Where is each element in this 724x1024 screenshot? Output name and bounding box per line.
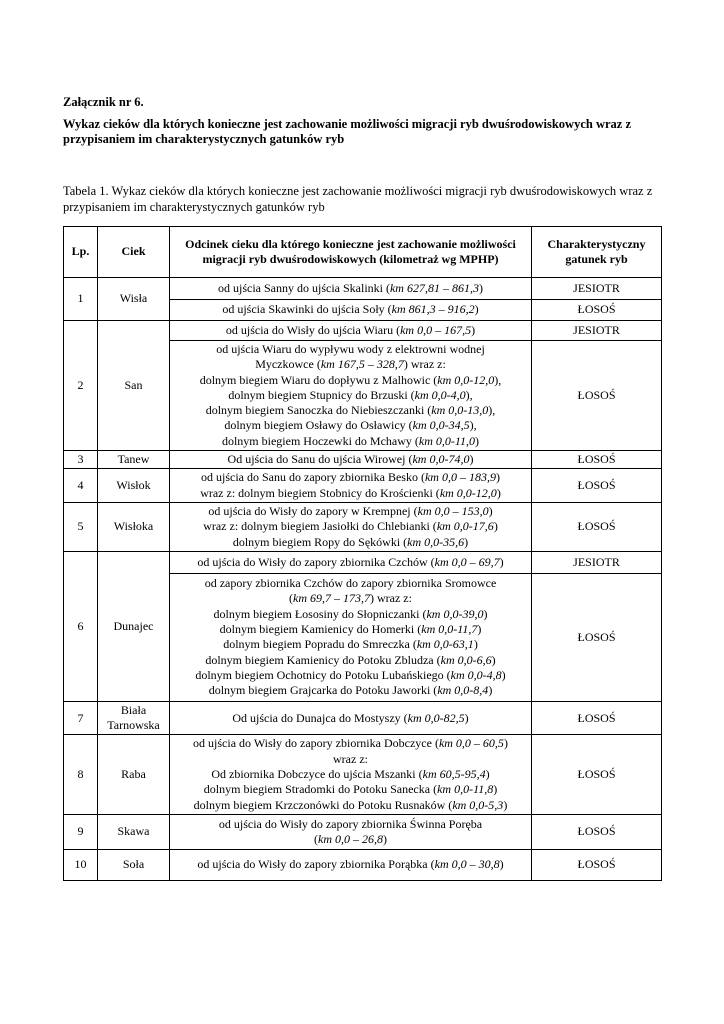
section-text: wraz z: dolnym biegiem Stobnicy do Krościenki ( <box>200 485 440 500</box>
table-row <box>64 551 662 573</box>
cell-ciek: Dunajec <box>98 551 170 701</box>
section-line <box>173 486 528 501</box>
cell-gatunek: ŁOSOŚ <box>532 451 662 469</box>
section-text: dolnym biegiem Osławy do Osławicy ( <box>224 418 413 433</box>
cell-gatunek: ŁOSOŚ <box>532 502 662 551</box>
cell-odcinek <box>170 701 532 735</box>
section-line <box>173 622 528 637</box>
section-text: ( <box>314 831 318 846</box>
cell-gatunek: ŁOSOŚ <box>532 701 662 735</box>
cell-gatunek: JESIOTR <box>532 551 662 573</box>
section-text: ), <box>488 403 496 418</box>
cell-odcinek <box>170 502 532 551</box>
cell-odcinek <box>170 469 532 503</box>
section-text: od ujścia do Wisły do ujścia Wiaru ( <box>225 322 401 337</box>
cell-lp: 2 <box>64 321 98 451</box>
section-text: wraz z: dolnym biegiem Jasiołki do Chlebianki ( <box>203 519 437 534</box>
section-text: ) <box>473 637 478 652</box>
km-range: km 60,5-95,4 <box>422 767 486 782</box>
section-text: ) <box>475 433 480 448</box>
fish-migration-table <box>63 226 662 881</box>
section-text: ), <box>465 387 473 402</box>
section-text: Od ujścia do Sanu do ujścia Wirowej ( <box>227 452 413 467</box>
section-line <box>173 470 528 485</box>
cell-ciek: Wisłoka <box>98 502 170 551</box>
section-text: dolnym biegiem Wiaru do dopływu z Malhowic ( <box>199 372 438 387</box>
cell-ciek: San <box>98 321 170 451</box>
section-line <box>173 519 528 534</box>
km-range: km 0,0-4,8 <box>450 667 502 682</box>
section-text: ) <box>477 622 482 637</box>
cell-lp: 3 <box>64 451 98 469</box>
section-text: dolnym biegiem Krzczonówki do Potoku Rusnaków ( <box>193 797 453 812</box>
section-text: od zapory zbiornika Czchów do zapory zbiornika Sromowce <box>204 576 497 591</box>
cell-odcinek <box>170 278 532 300</box>
section-text: Od ujścia do Dunajca do Mostyszy ( <box>232 710 408 725</box>
km-range: km 0,0-6,6 <box>440 652 492 667</box>
section-text: ) <box>464 534 469 549</box>
km-range: km 861,3 – 916,2 <box>391 302 475 317</box>
cell-gatunek: ŁOSOŚ <box>532 341 662 451</box>
table-row <box>64 701 662 735</box>
section-text: ) <box>495 470 500 485</box>
cell-ciek: Biała Tarnowska <box>98 701 170 735</box>
cell-gatunek: ŁOSOŚ <box>532 849 662 880</box>
cell-gatunek: JESIOTR <box>532 278 662 300</box>
cell-ciek: Raba <box>98 735 170 814</box>
cell-lp: 6 <box>64 551 98 701</box>
km-range: km 0,0-8,4 <box>437 683 489 698</box>
section-line <box>173 711 528 726</box>
km-range: km 0,0-74,0 <box>412 452 470 467</box>
km-range: km 0,0-11,0 <box>418 433 476 448</box>
header-gatunek: Charakterystyczny gatunek ryb <box>532 227 662 278</box>
section-text: od ujścia Wiaru do wypływu wody z elektrowni wodnej <box>216 342 485 356</box>
section-text: od ujścia do Wisły do zapory zbiornika Świnna Poręba <box>218 816 483 831</box>
section-text: ) <box>493 519 498 534</box>
section-line <box>173 403 528 418</box>
section-text: ), <box>469 418 477 433</box>
section-line <box>173 302 528 317</box>
km-range: km 0,0-39,0 <box>426 606 484 621</box>
km-range: km 0,0 – 183,9 <box>424 470 496 485</box>
section-line <box>173 576 528 591</box>
section-text: dolnym biegiem Ochotnicy do Potoku Lubańskiego ( <box>195 667 451 682</box>
table-body <box>64 278 662 881</box>
section-text: ) <box>503 736 508 751</box>
km-range: km 0,0 – 153,0 <box>417 503 489 518</box>
section-text: od ujścia do Wisły do zapory zbiornika Dobczyce ( <box>193 736 439 751</box>
section-line <box>173 591 528 606</box>
cell-odcinek <box>170 300 532 321</box>
section-text: dolnym biegiem Łososiny do Słopniczanki ( <box>213 606 427 621</box>
header-lp: Lp. <box>64 227 98 278</box>
table-row <box>64 502 662 551</box>
cell-lp: 4 <box>64 469 98 503</box>
section-line <box>173 767 528 782</box>
cell-odcinek <box>170 551 532 573</box>
section-text: Od zbiornika Dobczyce do ujścia Mszanki ( <box>211 767 423 782</box>
cell-odcinek <box>170 814 532 849</box>
section-text: ) <box>488 683 493 698</box>
section-line <box>173 504 528 519</box>
section-text: dolnym biegiem Kamienicy do Potoku Zbludza ( <box>205 652 441 667</box>
section-line <box>173 452 528 467</box>
section-text: od ujścia Skawinki do ujścia Soły ( <box>222 302 392 317</box>
section-line <box>173 637 528 652</box>
km-range: km 69,7 – 173,7 <box>293 591 370 606</box>
table-row <box>64 814 662 849</box>
section-line <box>173 323 528 338</box>
cell-odcinek <box>170 341 532 451</box>
section-text: ) wraz z: <box>403 357 446 372</box>
km-range: km 0,0 – 30,8 <box>434 857 500 872</box>
cell-gatunek: ŁOSOŚ <box>532 300 662 321</box>
section-text: ) <box>493 782 498 797</box>
cell-lp: 1 <box>64 278 98 321</box>
cell-ciek: Skawa <box>98 814 170 849</box>
section-line <box>173 832 528 847</box>
section-line <box>173 342 528 357</box>
table-caption: Tabela 1. Wykaz cieków dla których konieczne jest zachowanie możliwości migracji ryb dwuśrodowiskowych wraz z przypisaniem im charakterystycznych gatunków ryb <box>63 184 653 214</box>
section-line <box>173 782 528 797</box>
section-line <box>173 736 528 751</box>
section-line <box>173 555 528 570</box>
km-range: km 0,0-5,3 <box>452 797 504 812</box>
cell-odcinek <box>170 573 532 701</box>
header-odcinek: Odcinek cieku dla którego konieczne jest zachowanie możliwości migracji ryb dwuśrodowiskowych (kilometraż wg MPHP) <box>170 227 532 278</box>
km-range: km 0,0-63,1 <box>416 637 474 652</box>
section-text: ), <box>494 372 502 387</box>
section-text: dolnym biegiem Ropy do Sękówki ( <box>232 534 408 549</box>
section-line <box>173 418 528 433</box>
cell-lp: 8 <box>64 735 98 814</box>
cell-odcinek <box>170 849 532 880</box>
section-text: dolnym biegiem Sanoczka do Niebieszczanki ( <box>205 403 432 418</box>
section-text: ) <box>469 452 474 467</box>
section-line <box>173 388 528 403</box>
cell-lp: 5 <box>64 502 98 551</box>
km-range: km 0,0 – 60,5 <box>438 736 504 751</box>
km-range: km 0,0-11,7 <box>421 622 478 637</box>
section-text: ) <box>496 485 501 500</box>
section-line <box>173 817 528 832</box>
table-row <box>64 451 662 469</box>
section-text: Myczkowce ( <box>255 357 321 372</box>
section-line <box>173 357 528 372</box>
section-text: dolnym biegiem Hoczewki do Mchawy ( <box>221 433 419 448</box>
section-line <box>173 535 528 550</box>
cell-odcinek <box>170 451 532 469</box>
section-text: ) <box>488 503 493 518</box>
cell-ciek: Wisła <box>98 278 170 321</box>
section-line <box>173 607 528 622</box>
section-text: dolnym biegiem Stradomki do Potoku Sanecka ( <box>203 782 438 797</box>
document-title: Wykaz cieków dla których konieczne jest zachowanie możliwości migracji ryb dwuśrodowiskowych wraz z przypisaniem im charakterystycznych gatunków ryb <box>63 117 631 146</box>
section-line <box>173 752 528 767</box>
cell-odcinek <box>170 321 532 341</box>
km-range: km 0,0-12,0 <box>439 485 497 500</box>
cell-lp: 7 <box>64 701 98 735</box>
km-range: km 0,0-11,8 <box>437 782 494 797</box>
km-range: km 0,0-35,6 <box>407 534 465 549</box>
km-range: km 0,0 – 26,8 <box>318 831 383 846</box>
section-text: od ujścia do Wisły do zapory w Krempnej ( <box>208 503 418 518</box>
section-text: ) <box>499 857 504 872</box>
section-line <box>173 857 528 872</box>
section-text: ) <box>471 322 476 337</box>
km-range: km 0,0-4,0 <box>414 387 466 402</box>
cell-lp: 9 <box>64 814 98 849</box>
section-line <box>173 434 528 449</box>
table-row <box>64 469 662 503</box>
annex-label: Załącznik nr 6. <box>63 95 144 109</box>
cell-ciek: Tanew <box>98 451 170 469</box>
section-text: ) <box>485 767 490 782</box>
section-line <box>173 653 528 668</box>
table-row <box>64 735 662 814</box>
section-text: ) <box>483 606 488 621</box>
km-range: km 0,0 – 167,5 <box>400 322 472 337</box>
km-range: km 0,0-82,5 <box>407 710 465 725</box>
section-text: dolnym biegiem Popradu do Smreczka ( <box>223 637 417 652</box>
km-range: km 0,0-17,6 <box>436 519 494 534</box>
section-line <box>173 683 528 698</box>
table-row <box>64 849 662 880</box>
km-range: km 0,0-34,5 <box>412 418 470 433</box>
cell-gatunek: ŁOSOŚ <box>532 573 662 701</box>
section-line <box>173 798 528 813</box>
section-text: od ujścia do Wisły do zapory zbiornika Czchów ( <box>197 554 435 569</box>
cell-gatunek: ŁOSOŚ <box>532 469 662 503</box>
cell-ciek: Soła <box>98 849 170 880</box>
table-header-row <box>64 227 662 278</box>
cell-gatunek: ŁOSOŚ <box>532 814 662 849</box>
section-text: dolnym biegiem Kamienicy do Homerki ( <box>219 622 422 637</box>
section-text: ) <box>491 652 496 667</box>
header-ciek: Ciek <box>98 227 170 278</box>
section-text: ) <box>478 280 483 295</box>
section-text: ) <box>474 302 479 317</box>
section-line <box>173 668 528 683</box>
cell-lp: 10 <box>64 849 98 880</box>
section-line <box>173 281 528 296</box>
cell-ciek: Wisłok <box>98 469 170 503</box>
section-text: dolnym biegiem Grajcarka do Potoku Jaworki ( <box>208 683 438 698</box>
km-range: km 0,0-12,0 <box>437 372 495 387</box>
table-row <box>64 321 662 341</box>
km-range: km 167,5 – 328,7 <box>320 357 404 372</box>
cell-odcinek <box>170 735 532 814</box>
section-line <box>173 373 528 388</box>
section-text: od ujścia do Wisły do zapory zbiornika Porąbka ( <box>197 857 435 872</box>
cell-gatunek: JESIOTR <box>532 321 662 341</box>
km-range: km 0,0-13,0 <box>431 403 489 418</box>
section-text: ) <box>499 554 504 569</box>
section-text: od ujścia Sanny do ujścia Skalinki ( <box>218 280 390 295</box>
section-text: ( <box>289 591 293 606</box>
section-text: ) <box>464 710 469 725</box>
section-text: dolnym biegiem Stupnicy do Brzuski ( <box>228 387 415 402</box>
km-range: km 627,81 – 861,3 <box>389 280 479 295</box>
section-text: ) <box>501 667 506 682</box>
cell-gatunek: ŁOSOŚ <box>532 735 662 814</box>
section-text: ) wraz z: <box>370 591 412 606</box>
km-range: km 0,0 – 69,7 <box>434 554 500 569</box>
section-text: od ujścia do Sanu do zapory zbiornika Besko ( <box>201 470 425 485</box>
section-text: wraz z: <box>333 751 368 766</box>
section-text: ) <box>503 797 508 812</box>
table-row <box>64 278 662 300</box>
section-text: ) <box>383 831 387 846</box>
